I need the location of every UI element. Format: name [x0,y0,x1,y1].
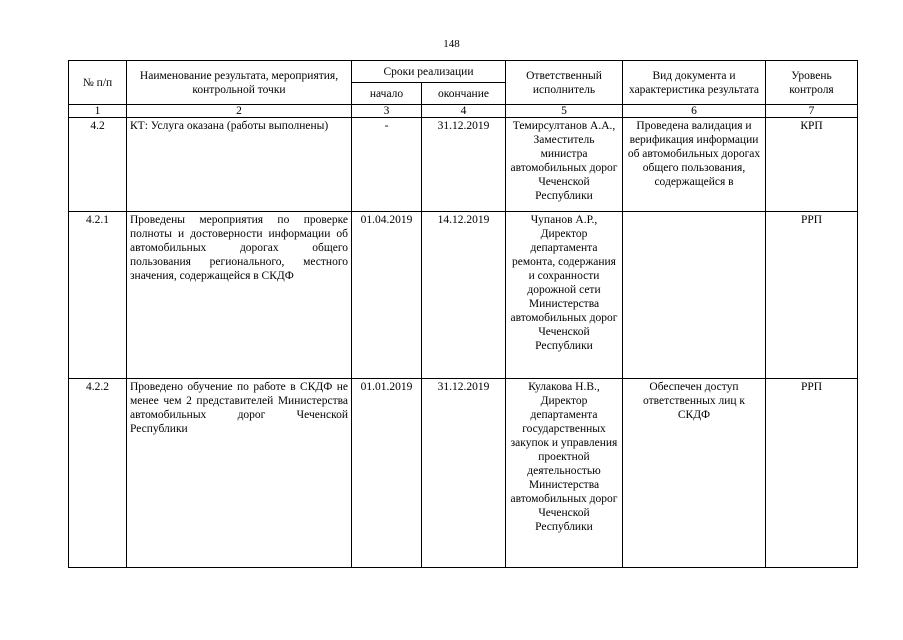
column-number: 4 [422,105,506,118]
row-doc [623,212,766,379]
column-number: 3 [352,105,422,118]
page-number: 148 [443,38,460,50]
header-name: Наименование результата, мероприятия, контрольной точки [127,61,352,105]
row-end: 31.12.2019 [422,118,506,212]
header-start: начало [352,83,422,105]
row-name: Проведено обучение по работе в СКДФ не менее чем 2 представителей Министерства автомобильных дорог Чеченской Республики [127,379,352,568]
row-doc: Обеспечен доступ ответственных лиц к СКДФ [623,379,766,568]
table-row [69,379,858,568]
column-number: 1 [69,105,127,118]
row-responsible: Кулакова Н.В., Директор департамента государственных закупок и управления проектной деятельностью Министерства автомобильных дорог Чеченской Республики [506,379,623,568]
row-level: КРП [766,118,858,212]
row-start: 01.04.2019 [352,212,422,379]
header-end: окончание [422,83,506,105]
row-responsible: Темирсултанов А.А., Заместитель министра автомобильных дорог Чеченской Республики [506,118,623,212]
table-row [69,212,858,379]
header-doc: Вид документа и характеристика результата [623,61,766,105]
row-num: 4.2.2 [69,379,127,568]
row-end: 31.12.2019 [422,379,506,568]
header-num: № п/п [69,61,127,105]
row-name: КТ: Услуга оказана (работы выполнены) [127,118,352,212]
row-start: - [352,118,422,212]
header-level: Уровень контроля [766,61,858,105]
row-name: Проведены мероприятия по проверке полноты и достоверности информации об автомобильных дорогах общего пользования регионального, местного значения, содержащейся в СКДФ [127,212,352,379]
table-row [69,118,858,212]
row-start: 01.01.2019 [352,379,422,568]
row-doc: Проведена валидация и верификация информации об автомобильных дорогах общего пользования, содержащейся в [623,118,766,212]
row-level: РРП [766,379,858,568]
column-numbers-row [69,105,858,118]
column-number: 2 [127,105,352,118]
column-number: 7 [766,105,858,118]
row-num: 4.2 [69,118,127,212]
header-responsible: Ответственный исполнитель [506,61,623,105]
row-end: 14.12.2019 [422,212,506,379]
results-table [68,60,858,568]
row-responsible: Чупанов А.Р., Директор департамента ремонта, содержания и сохранности дорожной сети Министерства автомобильных дорог Чеченской Республики [506,212,623,379]
header-terms: Сроки реализации [352,61,506,83]
row-num: 4.2.1 [69,212,127,379]
column-number: 5 [506,105,623,118]
row-level: РРП [766,212,858,379]
column-number: 6 [623,105,766,118]
